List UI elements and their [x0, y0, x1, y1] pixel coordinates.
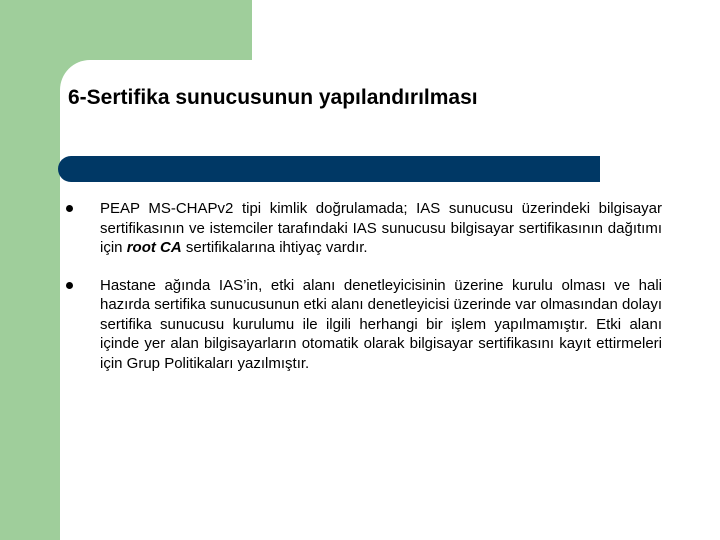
bullet-1-text-before: PEAP MS-CHAPv2 tipi kimlik doğrulamada; IAS sunucusu üzerindeki bilgisayar sertifikasının ve istemciler tarafındaki IAS sunucusu bilgisayar sertifikasının dağıtımı için [100, 200, 662, 256]
bullet-dot-icon [66, 205, 73, 212]
bullet-list [66, 199, 662, 373]
bullet-1-text-after: sertifikalarına ihtiyaç vardır. [181, 239, 368, 256]
title-underline-bar [58, 156, 600, 182]
bullet-2-text: Hastane ağında IAS’in, etki alanı denetleyicisinin üzerine kurulu olması ve hali hazırda sertifika sunucusunun etki alanı denetleyicisi üzerinde var olmasından dolayı sertifika sunucusu kurulumu ile ilgili herhangi bir işlem yapılmamıştır. Etki alanı içinde yer alan bilgisayarların otomatik olarak bilgisayar sertifikasını kayıt ettirmeleri için Grup Politikaları yazılmıştır. [100, 276, 662, 372]
bullet-item-1 [66, 199, 662, 258]
bullet-dot-icon [66, 282, 73, 289]
bullet-1-emphasis: root CA [126, 239, 182, 256]
slide-title: 6-Sertifika sunucusunun yapılandırılması [68, 86, 478, 109]
bullet-item-2 [66, 276, 662, 374]
